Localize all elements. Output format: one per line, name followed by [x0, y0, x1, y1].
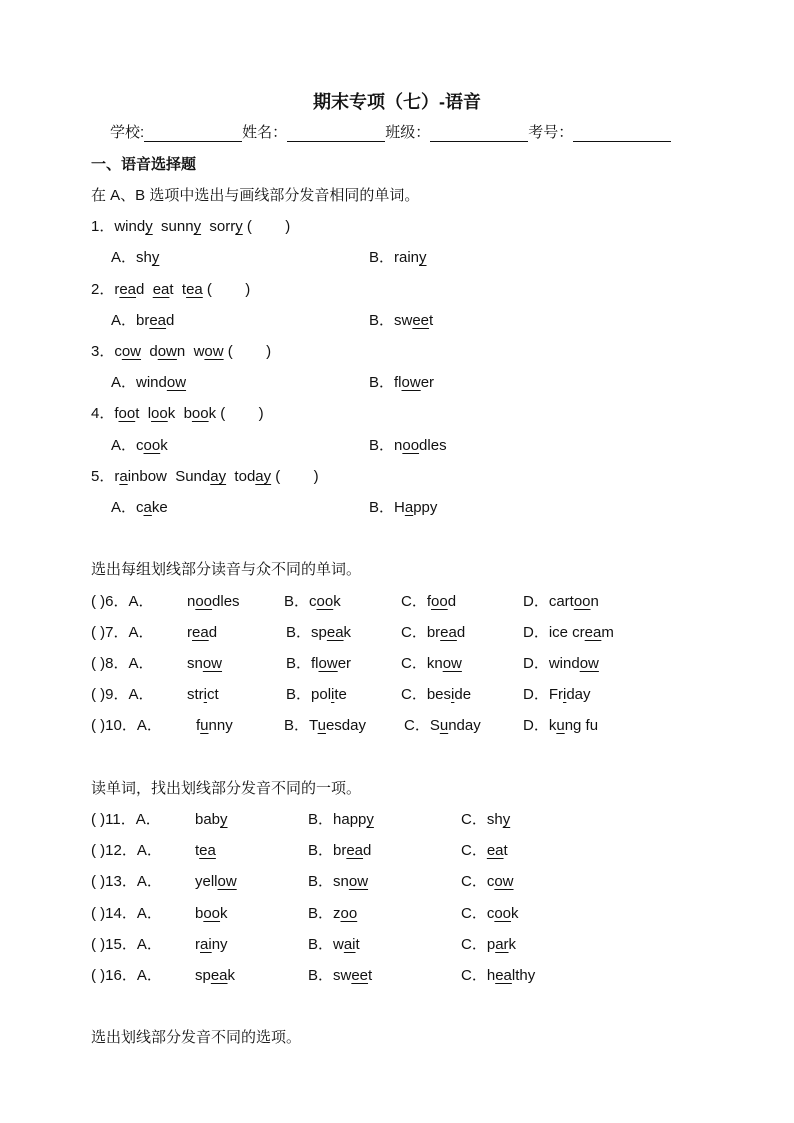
underlined-segment: ow [217, 873, 237, 890]
text-segment: ( ) [202, 281, 251, 298]
text-segment: ny [211, 936, 228, 953]
question-line [91, 343, 271, 361]
underlined-segment: oo [143, 437, 161, 454]
class-label: 班级： [385, 124, 431, 141]
text-segment: dles [419, 437, 447, 454]
option-a [111, 374, 186, 392]
text-segment: D．ice cr [523, 624, 585, 641]
section4-instruction: 选出划线部分发音不同的选项。 [91, 1029, 302, 1046]
option-a [111, 312, 174, 330]
text-segment: nny [208, 717, 233, 734]
question-line [91, 405, 264, 423]
text-segment: n w [176, 343, 205, 360]
text-segment: str [187, 686, 204, 703]
option-b [308, 905, 357, 923]
underlined-segment: ai [343, 936, 356, 953]
underlined-segment: ow [166, 374, 187, 391]
question-number: ( )16．A． [91, 967, 162, 984]
text-segment: t [368, 967, 373, 984]
underlined-segment: ea [119, 281, 137, 298]
text-segment: k [160, 437, 168, 454]
option-b [284, 717, 366, 735]
option-d [523, 624, 614, 642]
option-a [187, 624, 217, 642]
text-segment: C．sh [461, 811, 503, 828]
text-segment: B．sp [286, 624, 327, 641]
option-b [308, 967, 372, 985]
school-field[interactable] [144, 126, 242, 142]
section1-heading: 一、语音选择题 [91, 156, 197, 173]
underlined-segment: ea [152, 281, 170, 298]
text-segment: C．kn [401, 655, 443, 672]
text-segment: ct [207, 686, 219, 703]
text-segment: A．sh [111, 249, 152, 266]
text-segment: 3．c [91, 343, 122, 360]
text-segment: B．w [308, 936, 344, 953]
text-segment: d [456, 624, 466, 641]
underlined-segment: ea [149, 312, 167, 329]
underlined-segment: y [145, 218, 153, 235]
text-segment: C．bes [401, 686, 452, 703]
text-segment: ng fu [564, 717, 599, 734]
text-segment: k ( ) [208, 405, 264, 422]
underlined-segment: ow [579, 655, 599, 672]
text-segment: B．n [369, 437, 403, 454]
underlined-segment: y [502, 811, 511, 828]
text-segment: t t [169, 281, 187, 298]
text-segment: C．S [404, 717, 440, 734]
text-segment: B．fl [286, 655, 319, 672]
underlined-segment: ai [200, 936, 212, 953]
option-b [308, 842, 371, 860]
text-segment: C．p [461, 936, 496, 953]
option-a [195, 936, 228, 954]
question-number: ( )9．A． [91, 686, 154, 703]
option-c [461, 905, 519, 923]
underlined-segment: ay [210, 468, 227, 485]
question-number: ( )11．A． [91, 811, 161, 828]
text-segment: t l [135, 405, 152, 422]
option-a [195, 842, 216, 860]
text-segment: D．Fr [523, 686, 563, 703]
text-segment: tod [226, 468, 256, 485]
page-title: 期末专项（七）-语音 [313, 92, 481, 112]
underlined-segment: ea [584, 624, 602, 641]
question-number: ( )8．A． [91, 655, 154, 672]
question-number: ( )6．A． [91, 593, 154, 610]
section3-instruction: 读单词，找出划线部分发音不同的一项。 [91, 780, 362, 797]
text-segment: k [227, 967, 236, 984]
option-b [369, 374, 434, 392]
underlined-segment: i [451, 686, 455, 703]
option-a [111, 437, 168, 455]
option-a [111, 499, 168, 517]
text-segment: d [166, 312, 175, 329]
text-segment: inbow Sund [127, 468, 211, 485]
option-a [196, 717, 233, 735]
underlined-segment: u [556, 717, 565, 734]
option-c [401, 624, 465, 642]
text-segment: k [220, 905, 228, 922]
text-segment: A．c [111, 437, 144, 454]
text-segment: k [333, 593, 341, 610]
underlined-segment: ea [346, 842, 364, 859]
text-segment: B．sn [308, 873, 349, 890]
text-segment: esday [325, 717, 366, 734]
text-segment: n [590, 593, 599, 610]
underlined-segment: a [404, 499, 414, 516]
question-number: ( )7．A． [91, 624, 154, 641]
option-c [401, 593, 456, 611]
question-line [91, 218, 290, 236]
option-c [461, 842, 508, 860]
text-segment: D．k [523, 717, 557, 734]
text-segment: k [343, 624, 352, 641]
option-b [284, 593, 341, 611]
text-segment: B．z [308, 905, 341, 922]
student-info-line [110, 124, 671, 142]
text-segment: k [511, 905, 519, 922]
underlined-segment: ee [351, 967, 369, 984]
underlined-segment: u [317, 717, 326, 734]
text-segment: te [334, 686, 347, 703]
underlined-segment: u [200, 717, 209, 734]
text-segment: ke [151, 499, 168, 516]
text-segment: D．cart [523, 593, 574, 610]
option-b [369, 499, 437, 517]
text-segment: A．wind [111, 374, 167, 391]
text-segment: er [420, 374, 435, 391]
text-segment: ( ) [271, 468, 319, 485]
underlined-segment: ea [210, 967, 228, 984]
option-d [523, 717, 598, 735]
underlined-segment: ea [486, 842, 504, 859]
text-segment: sunn [152, 218, 194, 235]
text-segment: ( ) [223, 343, 272, 360]
text-segment: B．sw [308, 967, 352, 984]
text-segment: lthy [511, 967, 536, 984]
underlined-segment: ow [157, 343, 177, 360]
option-b [369, 437, 447, 455]
underlined-segment: i [203, 686, 208, 703]
text-segment: r [187, 624, 192, 641]
text-segment: 2．r [91, 281, 120, 298]
underlined-segment: u [439, 717, 449, 734]
text-segment: sp [195, 967, 211, 984]
option-c [461, 967, 535, 985]
text-segment: C．c [461, 873, 495, 890]
underlined-segment: y [151, 249, 160, 266]
text-segment: C．c [461, 905, 495, 922]
text-segment: B．fl [369, 374, 402, 391]
option-c [461, 811, 510, 829]
underlined-segment: oo [151, 405, 168, 422]
underlined-segment: ow [494, 873, 514, 890]
option-b [308, 811, 374, 829]
text-segment: A．c [111, 499, 144, 516]
underlined-segment: ea [326, 624, 344, 641]
option-d [523, 655, 599, 673]
text-segment: B．rain [369, 249, 420, 266]
text-segment: d [136, 281, 153, 298]
underlined-segment: y [419, 249, 427, 266]
question-number: ( )14．A． [91, 905, 162, 922]
underlined-segment: ow [401, 374, 421, 391]
underlined-segment: ea [495, 967, 512, 984]
name-field[interactable] [287, 126, 385, 142]
option-a [187, 686, 219, 704]
text-segment: f [196, 717, 201, 734]
underlined-segment: oo [195, 593, 213, 610]
option-b [369, 312, 433, 330]
underlined-segment: ea [186, 281, 203, 298]
option-c [461, 936, 516, 954]
text-segment: D．wind [523, 655, 580, 672]
underlined-segment: y [235, 218, 243, 235]
text-segment: de [454, 686, 472, 703]
text-segment: sn [187, 655, 203, 672]
question-line [91, 281, 250, 299]
underlined-segment: ay [255, 468, 272, 485]
text-segment: t [355, 936, 360, 953]
text-segment: t [429, 312, 434, 329]
option-a [111, 249, 159, 267]
text-segment: B．T [284, 717, 318, 734]
text-segment: er [337, 655, 352, 672]
school-label: 学校: [110, 124, 145, 141]
text-segment: n [187, 593, 196, 610]
question-line [91, 468, 319, 486]
option-c [401, 686, 471, 704]
underlined-segment: oo [431, 593, 448, 610]
option-b [286, 655, 351, 673]
option-b [308, 936, 360, 954]
underlined-segment: ow [121, 343, 142, 360]
text-segment: dles [212, 593, 240, 610]
text-segment: ppy [413, 499, 438, 516]
text-segment: B．sw [369, 312, 413, 329]
text-segment: d [208, 624, 218, 641]
underlined-segment: oo [402, 437, 420, 454]
text-segment: ( ) [242, 218, 291, 235]
underlined-segment: ow [202, 655, 223, 672]
text-segment: d [141, 343, 158, 360]
underlined-segment: a [143, 499, 152, 516]
option-a [195, 873, 237, 891]
text-segment: C． [461, 842, 487, 859]
underlined-segment: oo [340, 905, 358, 922]
underlined-segment: ow [348, 873, 369, 890]
underlined-segment: ea [440, 624, 457, 641]
underlined-segment: oo [118, 405, 136, 422]
text-segment: C．br [401, 624, 441, 641]
underlined-segment: ea [192, 624, 209, 641]
text-segment: m [601, 624, 614, 641]
text-segment: C．f [401, 593, 432, 610]
option-a [195, 811, 228, 829]
text-segment: yell [195, 873, 218, 890]
underlined-segment: oo [494, 905, 512, 922]
underlined-segment: oo [573, 593, 591, 610]
text-segment: b [195, 905, 204, 922]
underlined-segment: ow [442, 655, 462, 672]
option-a [187, 593, 240, 611]
underlined-segment: ow [204, 343, 224, 360]
text-segment: sorr [201, 218, 236, 235]
underlined-segment: ee [412, 312, 430, 329]
underlined-segment: oo [191, 405, 209, 422]
exam-number-field[interactable] [573, 126, 671, 142]
underlined-segment: oo [203, 905, 221, 922]
underlined-segment: y [220, 811, 228, 828]
option-d [523, 593, 599, 611]
text-segment: day [566, 686, 591, 703]
option-c [461, 873, 514, 891]
option-a [195, 967, 235, 985]
question-number: ( )15．A． [91, 936, 162, 953]
section1-instruction: 在 A、B 选项中选出与画线部分发音相同的单词。 [91, 187, 420, 204]
option-b [286, 624, 351, 642]
underlined-segment: oo [316, 593, 334, 610]
option-c [401, 655, 462, 673]
text-segment: B．c [284, 593, 317, 610]
option-d [523, 686, 591, 704]
underlined-segment: i [563, 686, 567, 703]
option-c [404, 717, 481, 735]
class-field[interactable] [430, 126, 528, 142]
text-segment: k [508, 936, 517, 953]
underlined-segment: y [193, 218, 202, 235]
text-segment: C．h [461, 967, 496, 984]
text-segment: A．br [111, 312, 150, 329]
text-segment: d [363, 842, 372, 859]
text-segment: B．pol [286, 686, 332, 703]
question-number: ( )13．A． [91, 873, 162, 890]
option-a [187, 655, 222, 673]
text-segment: 5．r [91, 468, 120, 485]
question-number: ( )10．A． [91, 717, 162, 734]
underlined-segment: i [331, 686, 335, 703]
text-segment: nday [448, 717, 481, 734]
name-label: 姓名： [242, 124, 288, 141]
text-segment: t [195, 842, 200, 859]
text-segment: d [447, 593, 457, 610]
text-segment: k b [167, 405, 192, 422]
underlined-segment: ea [199, 842, 216, 859]
option-a [195, 905, 228, 923]
text-segment: B．happ [308, 811, 367, 828]
text-segment: r [195, 936, 200, 953]
option-b [308, 873, 368, 891]
text-segment: 4．f [91, 405, 119, 422]
underlined-segment: a [119, 468, 128, 485]
text-segment: B．H [369, 499, 405, 516]
underlined-segment: ar [495, 936, 509, 953]
option-b [369, 249, 427, 267]
text-segment: bab [195, 811, 221, 828]
option-b [286, 686, 347, 704]
text-segment: B．br [308, 842, 347, 859]
text-segment: t [503, 842, 508, 859]
section2-instruction: 选出每组划线部分读音与众不同的单词。 [91, 561, 362, 578]
text-segment: 1．wind [91, 218, 146, 235]
underlined-segment: y [366, 811, 374, 828]
question-number: ( )12．A． [91, 842, 162, 859]
underlined-segment: ow [318, 655, 338, 672]
exam-number-label: 考号： [528, 124, 574, 141]
